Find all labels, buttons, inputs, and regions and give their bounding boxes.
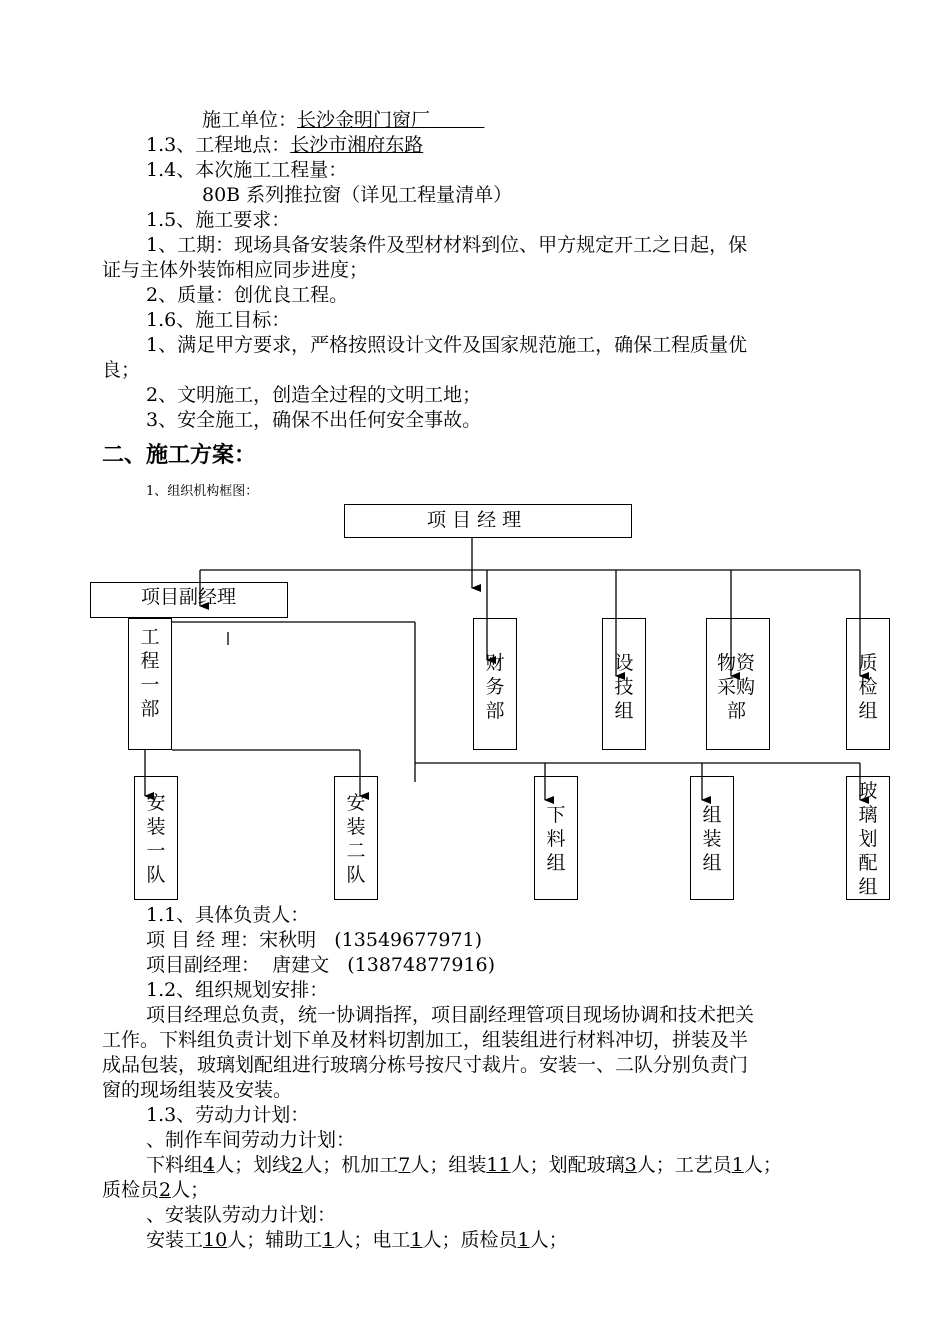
dpm-name: 唐建文 (272, 954, 330, 976)
chart-caption: 1、组织机构框图： (146, 484, 259, 499)
i-elec: 电工 (372, 1229, 411, 1251)
w-tech: 工艺员 (674, 1154, 732, 1176)
label-project-manager: 项 目 经 理 (427, 509, 522, 531)
w-qc-u: 人； (171, 1179, 210, 1201)
w-asm-u: 人； (510, 1154, 549, 1176)
plan-label: 1.2、组织规划安排： (146, 979, 329, 1001)
location-label: 1.3、工程地点： (146, 134, 291, 156)
workshop-line2 (102, 1178, 209, 1202)
requirements-label: 1.5、施工要求： (146, 209, 291, 231)
plan-line1: 项目经理总负责，统一协调指挥，项目副经理管项目现场协调和技术把关 (146, 1004, 755, 1026)
i-qc-u: 人； (529, 1229, 568, 1251)
box-dept1 (128, 618, 172, 750)
box-team1 (134, 776, 178, 900)
plan-line3: 成品包装，玻璃划配组进行玻璃分栋号按尺寸裁片。安装一、二队分别负责门 (102, 1054, 749, 1076)
i-elec-u: 人； (422, 1229, 461, 1251)
label-assembly: 组装组 (702, 804, 722, 874)
responsible-label: 1.1、具体负责人： (146, 904, 310, 926)
workshop-label: 、制作车间劳动力计划： (146, 1129, 356, 1151)
goal-1-line2: 良； (102, 359, 141, 381)
i-help-n: 1 (322, 1229, 335, 1251)
workshop-line1 (146, 1153, 782, 1177)
w-cut-n: 4 (203, 1154, 216, 1176)
label-design: 设技组 (614, 652, 634, 722)
dpm-label: 项目副经理： (146, 954, 261, 976)
i-qc: 质检员 (460, 1229, 518, 1251)
box-glass (846, 776, 890, 900)
box-finance (473, 618, 517, 750)
label-purchase-2: 采购 (717, 676, 756, 698)
w-mach-u: 人； (410, 1154, 449, 1176)
box-purchase (706, 618, 770, 750)
dpm-phone: (13874877916) (347, 954, 496, 976)
pm-phone: (13549677971) (334, 929, 483, 951)
label-deputy-manager: 项目副经理 (141, 586, 237, 608)
label-qc: 质检组 (858, 652, 878, 722)
i-inst: 安装工 (146, 1229, 204, 1251)
i-inst-u: 人； (227, 1229, 266, 1251)
location-value: 长沙市湘府东路 (290, 134, 424, 156)
w-line: 划线 (253, 1154, 292, 1176)
goals-label: 1.6、施工目标： (146, 309, 291, 331)
requirement-1-line2: 证与主体外装饰相应同步进度； (102, 259, 369, 281)
unit-label: 施工单位： (202, 109, 298, 131)
goal-2: 2、文明施工，创造全过程的文明工地； (146, 384, 482, 406)
i-help: 辅助工 (265, 1229, 323, 1251)
box-cutting (534, 776, 578, 900)
goal-1-line1: 1、满足甲方要求，严格按照设计文件及国家规范施工，确保工程质量优 (146, 334, 748, 356)
quantity-label: 1.4、本次施工工程量： (146, 159, 348, 181)
box-design (602, 618, 646, 750)
box-qc (846, 618, 890, 750)
w-line-n: 2 (291, 1154, 304, 1176)
label-team2: 安装二队 (346, 792, 366, 886)
pm-line (146, 928, 482, 952)
label-dept1: 工程一部 (140, 626, 160, 720)
w-mach-n: 7 (398, 1154, 411, 1176)
w-qc-n: 2 (159, 1179, 172, 1201)
quantity-value: 80B 系列推拉窗（详见工程量清单） (202, 184, 513, 206)
label-finance: 财务部 (485, 652, 505, 722)
w-line-u: 人； (303, 1154, 342, 1176)
w-cut-u: 人； (215, 1154, 254, 1176)
box-team2 (334, 776, 378, 900)
label-purchase-3: 部 (727, 700, 747, 722)
w-asm-n: 11 (486, 1154, 511, 1176)
goal-3: 3、安全施工，确保不出任何安全事故。 (146, 409, 482, 431)
label-glass: 玻璃划配组 (858, 780, 878, 898)
i-help-u: 人； (334, 1229, 373, 1251)
w-glass: 划配玻璃 (548, 1154, 625, 1176)
pm-name: 宋秋明 (259, 929, 317, 951)
box-deputy-manager (90, 582, 288, 618)
dpm-line (146, 953, 495, 977)
label-purchase-1: 物资 (717, 652, 756, 674)
plan-line4: 窗的现场组装及安装。 (102, 1079, 293, 1101)
w-mach: 机加工 (341, 1154, 399, 1176)
w-qc: 质检员 (102, 1179, 160, 1201)
w-tech-n: 1 (731, 1154, 744, 1176)
requirement-1-line1: 1、工期：现场具备安装条件及型材材料到位、甲方规定开工之日起，保 (146, 234, 748, 256)
label-team1: 安装一队 (146, 792, 166, 886)
plan-line2: 工作。下料组负责计划下单及材料切割加工，组装组进行材料冲切，拼装及半 (102, 1029, 749, 1051)
i-qc-n: 1 (517, 1229, 530, 1251)
labor-label: 1.3、劳动力计划： (146, 1104, 310, 1126)
requirement-2: 2、质量：创优良工程。 (146, 284, 349, 306)
section-heading: 二、施工方案： (102, 443, 257, 468)
i-elec-n: 1 (410, 1229, 423, 1251)
w-glass-n: 3 (624, 1154, 637, 1176)
install-line (146, 1228, 568, 1252)
pm-label: 项 目 经 理： (146, 929, 260, 951)
w-asm: 组装 (448, 1154, 487, 1176)
unit-value: 长沙金明门窗厂 (297, 109, 431, 131)
box-assembly (690, 776, 734, 900)
label-cutting: 下料组 (546, 804, 566, 874)
box-project-manager (344, 504, 632, 538)
install-label: 、安装队劳动力计划： (146, 1204, 337, 1226)
i-inst-n: 10 (203, 1229, 228, 1251)
w-tech-u: 人； (743, 1154, 782, 1176)
w-glass-u: 人； (636, 1154, 675, 1176)
w-cut: 下料组 (146, 1154, 204, 1176)
